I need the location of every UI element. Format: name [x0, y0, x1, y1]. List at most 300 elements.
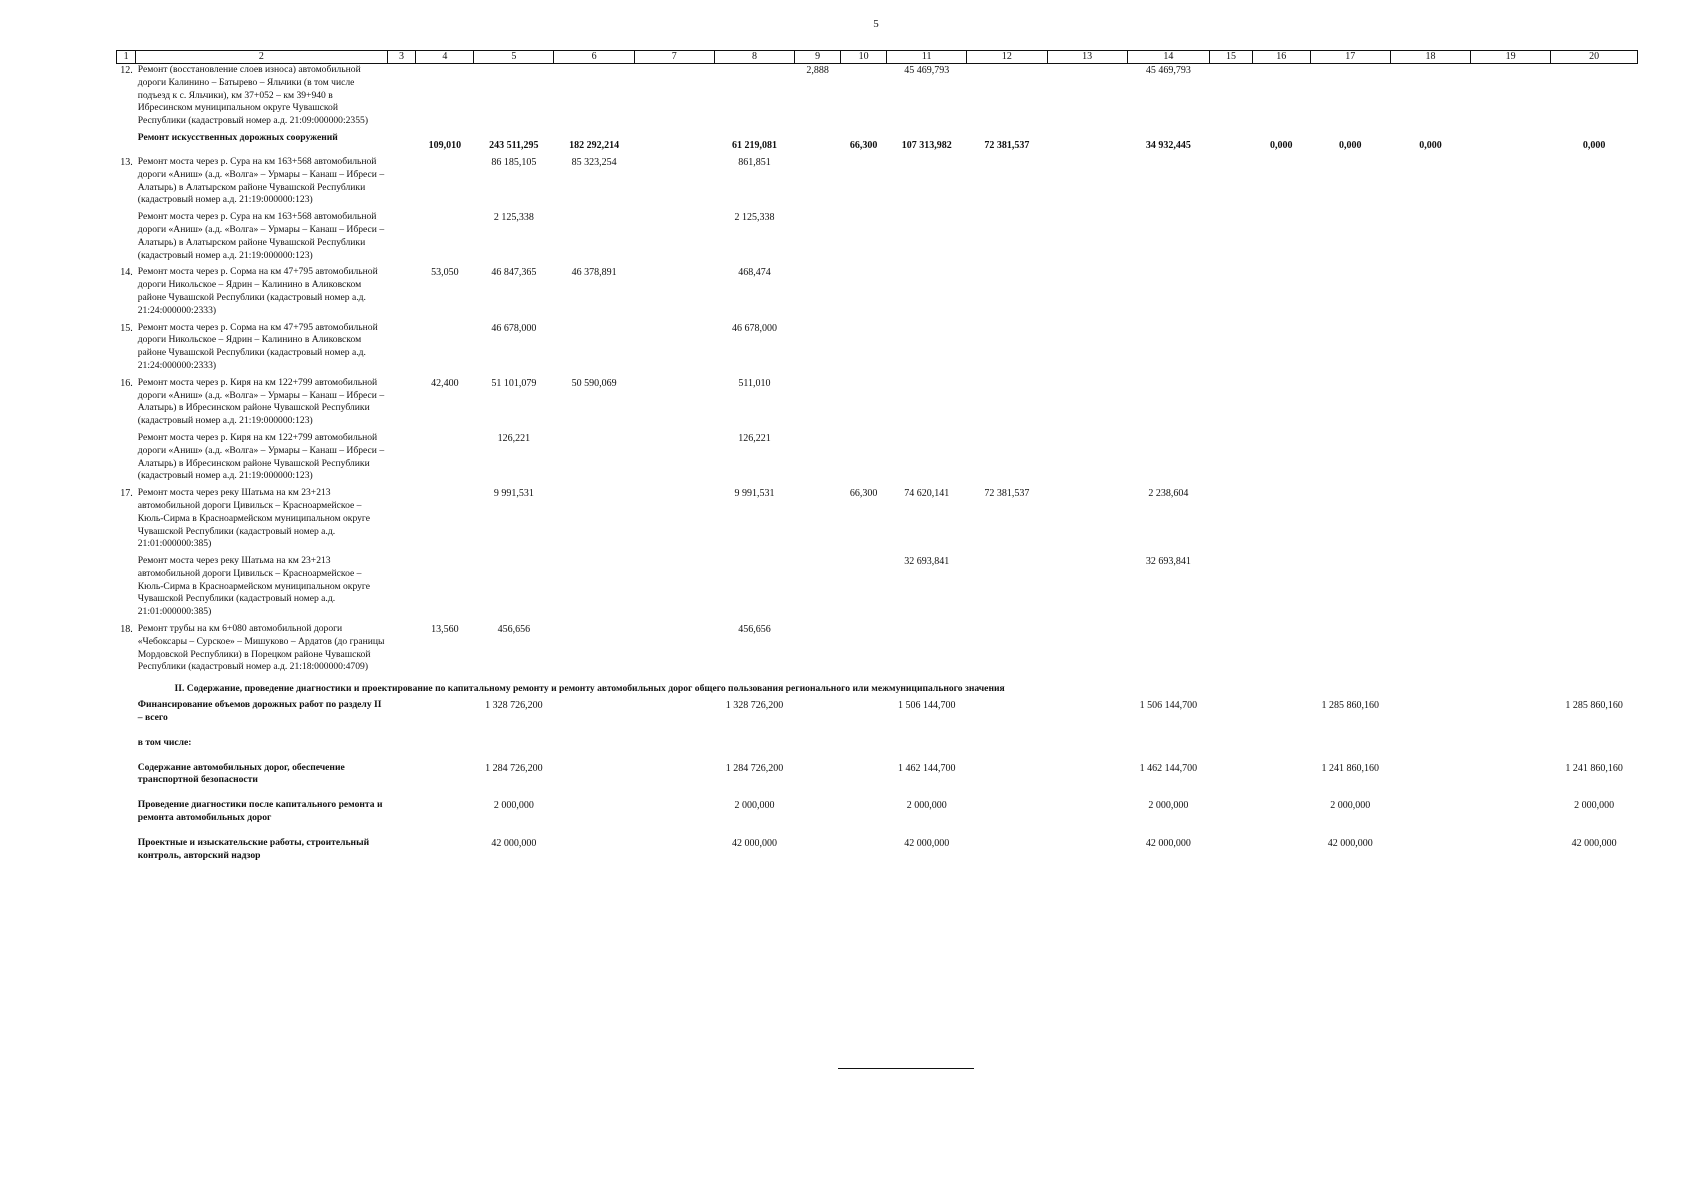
cell-col-20 [1551, 555, 1638, 619]
spacer-cell [117, 862, 1638, 874]
cell-col-4: 109,010 [428, 139, 462, 151]
spacer-cell [117, 725, 1638, 737]
cell-col-20 [1551, 211, 1638, 262]
cell-col-6 [554, 737, 634, 750]
cell-col-12 [967, 64, 1047, 128]
cell-col-17 [1310, 156, 1390, 207]
cell-col-13 [1047, 799, 1127, 825]
cell-col-18 [1390, 623, 1470, 674]
row-index [117, 837, 136, 863]
cell-col-16 [1252, 266, 1310, 317]
cell-col-8: 46 678,000 [732, 322, 777, 334]
cell-col-6 [554, 64, 634, 128]
table-row [117, 623, 1638, 674]
table-row [117, 156, 1638, 207]
cell-col-12 [967, 837, 1047, 863]
cell-col-18 [1390, 64, 1470, 128]
cell-col-3 [387, 699, 416, 725]
cell-col-11 [887, 623, 967, 674]
cell-col-9 [795, 699, 841, 725]
cell-col-8: 1 284 726,200 [725, 762, 784, 774]
cell-col-12 [967, 737, 1047, 750]
cell-col-16 [1252, 837, 1310, 863]
cell-col-7 [634, 322, 714, 373]
cell-col-10 [841, 555, 887, 619]
row-index: 16. [120, 377, 133, 389]
cell-col-11: 74 620,141 [904, 488, 950, 500]
cell-col-10 [841, 156, 887, 207]
cell-col-9 [795, 487, 841, 551]
cell-col-6 [554, 432, 634, 483]
cell-col-11: 107 313,982 [901, 139, 952, 151]
cell-col-15 [1210, 156, 1253, 207]
cell-col-11 [887, 156, 967, 207]
cell-col-7 [634, 64, 714, 128]
cell-col-16 [1252, 555, 1310, 619]
cell-col-15 [1210, 837, 1253, 863]
row-spacer [117, 787, 1638, 799]
cell-col-12: 72 381,537 [984, 488, 1030, 500]
cell-col-13 [1047, 322, 1127, 373]
row-description: Ремонт (восстановление слоев износа) автомобильной дороги Калинино – Батырево – Яльчики (в том числе подъезд к с. Яльчики), км 37+052 – км 39+940 в Ибресинском муниципальном округе Чувашской Республики (кадастровый номер а.д. 21:09:000000:2355) [137, 64, 369, 127]
cell-col-3 [387, 799, 416, 825]
cell-col-6 [554, 837, 634, 863]
cell-col-4 [416, 211, 474, 262]
cell-col-17: 0,000 [1338, 139, 1362, 151]
cell-col-20 [1551, 156, 1638, 207]
cell-col-18 [1390, 487, 1470, 551]
cell-col-4: 42,400 [431, 377, 459, 389]
row-index [117, 737, 136, 750]
cell-col-8: 1 328 726,200 [725, 700, 784, 712]
cell-col-20 [1551, 623, 1638, 674]
cell-col-11 [887, 322, 967, 373]
row-index [117, 799, 136, 825]
cell-col-17 [1310, 64, 1390, 128]
cell-col-12 [967, 266, 1047, 317]
cell-col-15 [1210, 737, 1253, 750]
cell-col-19 [1471, 487, 1551, 551]
cell-col-5: 2 000,000 [493, 800, 534, 812]
cell-col-9 [795, 737, 841, 750]
cell-col-13 [1047, 837, 1127, 863]
cell-col-5: 51 101,079 [491, 377, 537, 389]
cell-col-4 [416, 156, 474, 207]
cell-col-10 [841, 432, 887, 483]
cell-col-17 [1310, 322, 1390, 373]
cell-col-7 [634, 699, 714, 725]
spacer-cell [117, 787, 1638, 799]
cell-col-16 [1252, 699, 1310, 725]
cell-col-4 [416, 487, 474, 551]
cell-col-17 [1310, 377, 1390, 428]
cell-col-17 [1310, 266, 1390, 317]
cell-col-15 [1210, 266, 1253, 317]
cell-col-20: 1 241 860,160 [1565, 762, 1623, 774]
cell-col-6 [554, 555, 634, 619]
cell-col-16 [1252, 799, 1310, 825]
column-header-3: 3 [387, 51, 416, 64]
cell-col-8: 42 000,000 [732, 837, 777, 849]
cell-col-3 [387, 487, 416, 551]
closing-line [838, 1068, 974, 1069]
row-description: Ремонт моста через р. Сура на км 163+568 автомобильной дороги «Аниш» (а.д. «Волга» – Урмары – Канаш – Ибреси – Алатырь) в Алатырском районе Чувашской Республики (кадастровый номер а.д. 21:19:000000:123) [137, 155, 385, 206]
cell-col-7 [634, 156, 714, 207]
cell-col-6: 46 378,891 [571, 267, 617, 279]
cell-col-16 [1252, 737, 1310, 750]
row-description: Ремонт трубы на км 6+080 автомобильной дороги «Чебоксары – Сурское» – Мишуково – Ардатов (до границы Мордовской Республики) в Порецком районе Чувашской Республики (кадастровый номер а.д. 21:18:000000:4709) [137, 623, 385, 673]
cell-col-20 [1551, 322, 1638, 373]
cell-col-18 [1390, 211, 1470, 262]
cell-col-6 [554, 799, 634, 825]
cell-col-10: 66,300 [849, 139, 878, 151]
row-description: Содержание автомобильных дорог, обеспечение транспортной безопасности [137, 761, 345, 786]
cell-col-16 [1252, 156, 1310, 207]
cell-col-9 [795, 623, 841, 674]
cell-col-11 [887, 211, 967, 262]
cell-col-13 [1047, 64, 1127, 128]
column-header-18: 18 [1390, 51, 1470, 64]
cell-col-7 [634, 487, 714, 551]
cell-col-4 [416, 322, 474, 373]
cell-col-12 [967, 377, 1047, 428]
column-header-16: 16 [1252, 51, 1310, 64]
cell-col-20 [1551, 64, 1638, 128]
cell-col-5: 9 991,531 [493, 488, 534, 500]
cell-col-19 [1471, 555, 1551, 619]
summary-row [117, 762, 1638, 788]
cell-col-3 [387, 837, 416, 863]
cell-col-8: 2 125,338 [734, 212, 775, 224]
cell-col-17 [1310, 432, 1390, 483]
cell-col-12 [967, 322, 1047, 373]
cell-col-8: 468,474 [738, 267, 771, 279]
cell-col-5 [474, 64, 554, 128]
cell-col-8: 511,010 [738, 377, 771, 389]
cell-col-14 [1127, 266, 1209, 317]
cell-col-5: 126,221 [497, 432, 531, 444]
cell-col-18 [1390, 737, 1470, 750]
cell-col-10 [841, 799, 887, 825]
summary-row [117, 837, 1638, 863]
cell-col-6 [554, 623, 634, 674]
cell-col-19 [1471, 623, 1551, 674]
cell-col-5: 2 125,338 [493, 212, 534, 224]
row-index [117, 762, 136, 788]
cell-col-9 [795, 799, 841, 825]
column-header-6: 6 [554, 51, 634, 64]
cell-col-14 [1127, 156, 1209, 207]
cell-col-19 [1471, 266, 1551, 317]
cell-col-10 [841, 837, 887, 863]
cell-col-6 [554, 487, 634, 551]
cell-col-10 [841, 377, 887, 428]
cell-col-10 [841, 64, 887, 128]
cell-col-3 [387, 156, 416, 207]
cell-col-12: 72 381,537 [984, 139, 1030, 151]
table-row [117, 211, 1638, 262]
row-index: 17. [120, 488, 133, 500]
cell-col-19 [1471, 837, 1551, 863]
cell-col-8: 61 219,081 [732, 139, 777, 151]
cell-col-16 [1252, 64, 1310, 128]
cell-col-11: 1 462 144,700 [897, 762, 956, 774]
cell-col-15 [1210, 64, 1253, 128]
row-index [117, 432, 136, 483]
cell-col-10: 66,300 [849, 488, 878, 500]
cell-col-13 [1047, 699, 1127, 725]
cell-col-19 [1471, 737, 1551, 750]
cell-col-19 [1471, 211, 1551, 262]
cell-col-8: 126,221 [738, 432, 771, 444]
row-index [117, 555, 136, 619]
cell-col-4 [416, 699, 474, 725]
cell-col-7 [634, 211, 714, 262]
cell-col-9 [795, 837, 841, 863]
cell-col-13 [1047, 156, 1127, 207]
cell-col-18 [1390, 432, 1470, 483]
table-row [117, 432, 1638, 483]
cell-col-6 [554, 211, 634, 262]
row-spacer [117, 825, 1638, 837]
row-index: 18. [120, 624, 133, 636]
row-description: Ремонт моста через реку Шатьма на км 23+213 автомобильной дороги Цивильск – Красноармейское – Кюль-Сирма в Красноармейском муниципальном округе Чувашской Республики (кадастровый номер а.д. 21:01:000000:385) [137, 487, 370, 550]
cell-col-13 [1047, 762, 1127, 788]
cell-col-13 [1047, 432, 1127, 483]
cell-col-19 [1471, 156, 1551, 207]
column-header-17: 17 [1310, 51, 1390, 64]
cell-col-8: 9 991,531 [734, 488, 775, 500]
column-header-1: 1 [117, 51, 136, 64]
cell-col-14: 32 693,841 [1145, 556, 1191, 568]
row-description: Проектные и изыскательские работы, строительный контроль, авторский надзор [137, 836, 370, 861]
cell-col-15 [1210, 377, 1253, 428]
cell-col-3 [387, 623, 416, 674]
cell-col-20 [1551, 487, 1638, 551]
cell-col-20: 2 000,000 [1574, 800, 1615, 812]
row-description: Ремонт моста через р. Киря на км 122+799 автомобильной дороги «Аниш» (а.д. «Волга» – Урмары – Канаш – Ибреси – Алатырь) в Ибресинском районе Чувашской Республики (кадастровый номер а.д. 21:19:000000:123) [137, 431, 385, 482]
cell-col-17: 1 285 860,160 [1321, 700, 1379, 712]
column-header-12: 12 [967, 51, 1047, 64]
cell-col-10 [841, 737, 887, 750]
cell-col-11: 1 506 144,700 [897, 700, 956, 712]
cell-col-3 [387, 555, 416, 619]
cell-col-17: 42 000,000 [1327, 837, 1373, 849]
cell-col-14: 42 000,000 [1145, 837, 1191, 849]
column-header-15: 15 [1210, 51, 1253, 64]
cell-col-20 [1551, 377, 1638, 428]
cell-col-16 [1252, 211, 1310, 262]
cell-col-5: 243 511,295 [489, 139, 539, 151]
cell-col-19 [1471, 64, 1551, 128]
cell-col-19 [1471, 132, 1551, 152]
column-header-4: 4 [416, 51, 474, 64]
cell-col-19 [1471, 799, 1551, 825]
table-body [117, 64, 1638, 875]
cell-col-17: 2 000,000 [1330, 800, 1371, 812]
cell-col-12 [967, 432, 1047, 483]
cell-col-14 [1127, 211, 1209, 262]
cell-col-16: 0,000 [1270, 139, 1293, 151]
cell-col-9 [795, 211, 841, 262]
cell-col-11 [887, 737, 967, 750]
cell-col-7 [634, 837, 714, 863]
cell-col-15 [1210, 211, 1253, 262]
row-spacer [117, 750, 1638, 762]
cell-col-18 [1390, 266, 1470, 317]
summary-row [117, 799, 1638, 825]
row-description: Ремонт моста через р. Киря на км 122+799 автомобильной дороги «Аниш» (а.д. «Волга» – Урмары – Канаш – Ибреси – Алатырь) в Ибресинском районе Чувашской Республики (кадастровый номер а.д. 21:19:000000:123) [137, 376, 385, 427]
cell-col-11: 42 000,000 [904, 837, 950, 849]
column-header-8: 8 [714, 51, 794, 64]
cell-col-16 [1252, 487, 1310, 551]
cell-col-9 [795, 377, 841, 428]
cell-col-4 [416, 799, 474, 825]
cell-col-6: 85 323,254 [571, 156, 617, 168]
cell-col-11: 45 469,793 [904, 65, 950, 76]
cell-col-7 [634, 377, 714, 428]
cell-col-3 [387, 64, 416, 128]
cell-col-5: 46 847,365 [491, 267, 537, 279]
cell-col-19 [1471, 762, 1551, 788]
cell-col-15 [1210, 623, 1253, 674]
cell-col-9 [795, 266, 841, 317]
cell-col-14 [1127, 737, 1209, 750]
cell-col-6 [554, 762, 634, 788]
cell-col-15 [1210, 432, 1253, 483]
cell-col-10 [841, 699, 887, 725]
cell-col-15 [1210, 799, 1253, 825]
cell-col-17 [1310, 737, 1390, 750]
cell-col-13 [1047, 132, 1127, 152]
cell-col-19 [1471, 377, 1551, 428]
cell-col-10 [841, 623, 887, 674]
cell-col-7 [634, 737, 714, 750]
cell-col-16 [1252, 762, 1310, 788]
cell-col-18 [1390, 699, 1470, 725]
cell-col-4: 53,050 [431, 267, 459, 279]
row-index: 15. [120, 322, 133, 334]
cell-col-9: 2,888 [806, 65, 829, 76]
table-row [117, 487, 1638, 551]
cell-col-5 [474, 555, 554, 619]
column-header-19: 19 [1471, 51, 1551, 64]
column-header-20: 20 [1551, 51, 1638, 64]
cell-col-18: 0,000 [1419, 139, 1442, 151]
table-row [117, 322, 1638, 373]
cell-col-3 [387, 737, 416, 750]
cell-col-10 [841, 266, 887, 317]
cell-col-8 [714, 737, 794, 750]
page-number: 5 [873, 18, 879, 30]
summary-row [117, 699, 1638, 725]
cell-col-11 [887, 432, 967, 483]
row-index: 12. [120, 65, 133, 76]
spacer-cell [117, 750, 1638, 762]
cell-col-18 [1390, 156, 1470, 207]
cell-col-14: 2 000,000 [1148, 800, 1189, 812]
cell-col-14: 45 469,793 [1145, 65, 1191, 76]
cell-col-3 [387, 266, 416, 317]
cell-col-3 [387, 377, 416, 428]
cell-col-3 [387, 432, 416, 483]
cell-col-9 [795, 555, 841, 619]
cell-col-14 [1127, 623, 1209, 674]
cell-col-10 [841, 762, 887, 788]
cell-col-4 [416, 432, 474, 483]
cell-col-19 [1471, 699, 1551, 725]
cell-col-12 [967, 799, 1047, 825]
cell-col-11: 2 000,000 [906, 800, 947, 812]
column-header-9: 9 [795, 51, 841, 64]
cell-col-8: 456,656 [738, 624, 771, 636]
cell-col-12 [967, 156, 1047, 207]
cell-col-15 [1210, 699, 1253, 725]
cell-col-11 [887, 377, 967, 428]
row-description: Финансирование объемов дорожных работ по разделу II – всего [137, 699, 382, 724]
table-row [117, 64, 1638, 128]
cell-col-20: 42 000,000 [1571, 837, 1617, 849]
row-description: Ремонт моста через р. Сорма на км 47+795 автомобильной дороги Никольское – Ядрин – Калинино в Аликовском районе Чувашской Республики (кадастровый номер а.д. 21:24:000000:2333) [137, 266, 378, 316]
cell-col-18 [1390, 322, 1470, 373]
cell-col-13 [1047, 623, 1127, 674]
budget-table-wrapper [116, 50, 1638, 874]
cell-col-5: 1 284 726,200 [485, 762, 543, 774]
cell-col-15 [1210, 487, 1253, 551]
cell-col-20 [1551, 266, 1638, 317]
cell-col-16 [1252, 322, 1310, 373]
section-title: II. Содержание, проведение диагностики и проектирование по капитальному ремонту и ремонту автомобильных дорог общего пользования регионального или межмуниципального значения [174, 683, 1005, 695]
cell-col-15 [1210, 555, 1253, 619]
section-header-row [117, 678, 1638, 699]
cell-col-16 [1252, 377, 1310, 428]
row-index: 14. [120, 267, 133, 279]
cell-col-9 [795, 762, 841, 788]
cell-col-9 [795, 432, 841, 483]
cell-col-17: 1 241 860,160 [1321, 762, 1379, 774]
cell-col-9 [795, 322, 841, 373]
cell-col-5: 46 678,000 [491, 322, 537, 334]
row-spacer [117, 725, 1638, 737]
cell-col-13 [1047, 266, 1127, 317]
cell-col-4: 13,560 [431, 624, 459, 636]
cell-col-13 [1047, 737, 1127, 750]
cell-col-18 [1390, 762, 1470, 788]
spacer-cell [117, 825, 1638, 837]
cell-col-7 [634, 432, 714, 483]
cell-col-7 [634, 132, 714, 152]
cell-col-10 [841, 211, 887, 262]
cell-col-17 [1310, 555, 1390, 619]
cell-col-19 [1471, 432, 1551, 483]
cell-col-13 [1047, 377, 1127, 428]
cell-col-10 [841, 322, 887, 373]
cell-col-6 [554, 699, 634, 725]
column-number-header [117, 51, 1638, 64]
cell-col-14: 2 238,604 [1148, 488, 1189, 500]
table-row [117, 377, 1638, 428]
cell-col-12 [967, 762, 1047, 788]
cell-col-15 [1210, 322, 1253, 373]
cell-col-7 [634, 266, 714, 317]
column-header-7: 7 [634, 51, 714, 64]
cell-col-7 [634, 555, 714, 619]
cell-col-4 [416, 555, 474, 619]
cell-col-15 [1210, 762, 1253, 788]
cell-col-6: 182 292,214 [569, 139, 620, 151]
row-description: Ремонт моста через р. Сура на км 163+568 автомобильной дороги «Аниш» (а.д. «Волга» – Урмары – Канаш – Ибреси – Алатырь) в Алатырском районе Чувашской Республики (кадастровый номер а.д. 21:19:000000:123) [137, 211, 385, 261]
cell-col-8 [714, 555, 794, 619]
